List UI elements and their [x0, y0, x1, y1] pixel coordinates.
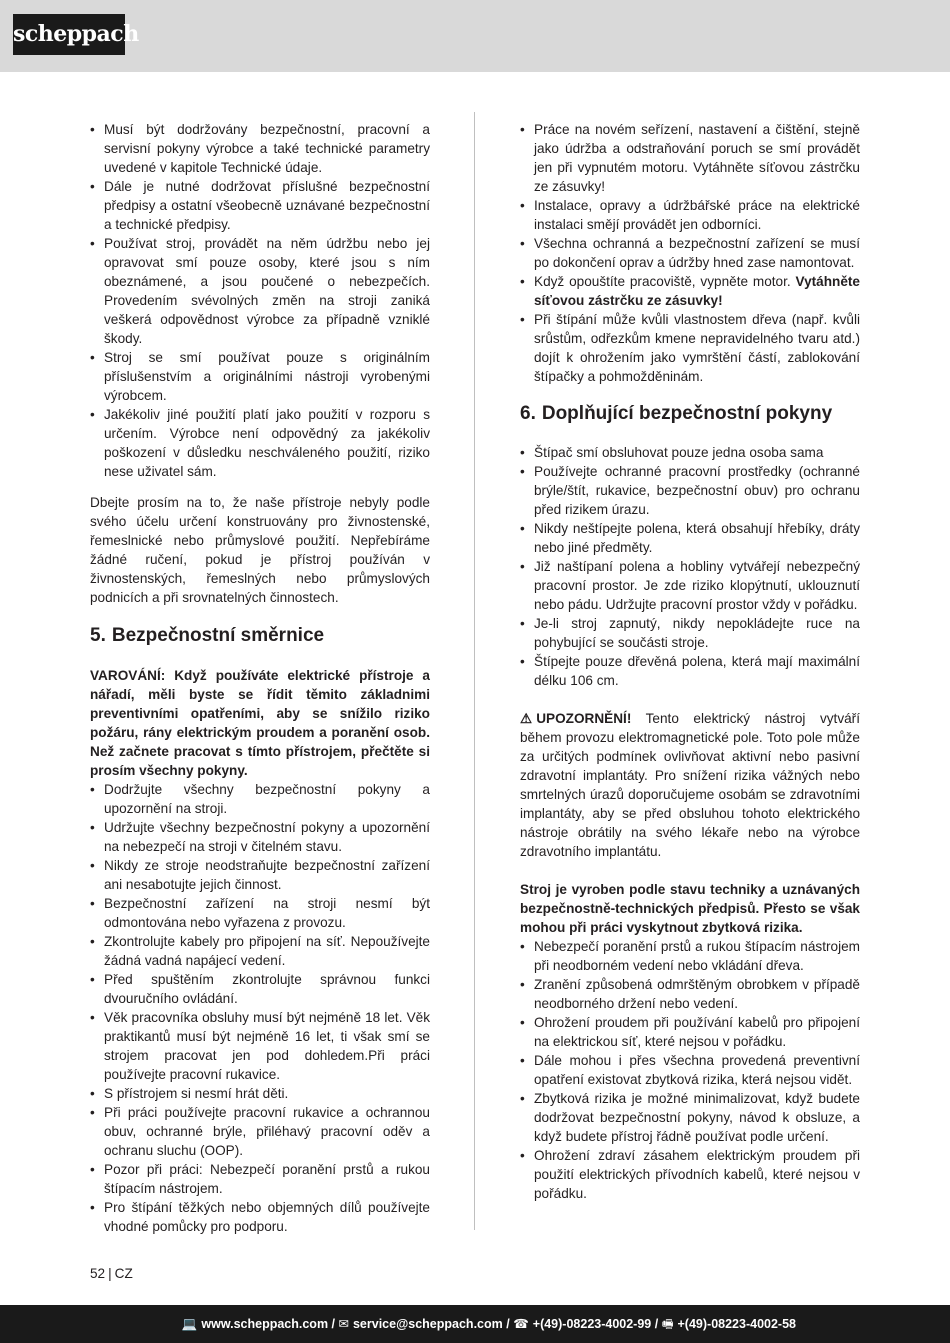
section-title: Doplňující bezpečnostní pokyny: [541, 403, 833, 424]
mail-icon: ✉: [338, 1317, 349, 1331]
list-item: • Jakékoliv jiné použití platí jako použití v rozporu s určením. Výrobce není odpovědný za jakékoliv poškození v důsledku neschváleného použití, riziko nese uživatel sám.: [90, 405, 430, 481]
section-6-heading: [520, 402, 860, 426]
list-item: • Udržujte všechny bezpečnostní pokyny a upozornění na nebezpečí na stroji v čitelném stavu.: [90, 818, 430, 856]
additional-safety-list: [520, 443, 860, 690]
list-item: • Nikdy ze stroje neodstraňujte bezpečnostní zařízení ani nesabotujte jejich činnost.: [90, 856, 430, 894]
list-item: • Při štípání může kvůli vlastnostem dřeva (např. kvůli srůstům, odřezkům kmene nepravidelného tvaru atd.) dojít k ohrožením jako vymrštění částí, zablokování štípačky a pohmožděninám.: [520, 310, 860, 386]
page-header: [0, 0, 950, 72]
section-number: 6.: [520, 403, 536, 424]
list-item: • Štípač smí obsluhovat pouze jedna osoba sama: [520, 443, 860, 462]
warning-triangle-icon: ⚠: [520, 711, 533, 726]
fax-icon: 🖷: [661, 1317, 674, 1331]
left-column: [90, 120, 430, 1236]
intended-use-list: [90, 120, 430, 481]
unplug-warning: Vytáhněte síťovou zástrčku ze zásuvky!: [534, 274, 860, 308]
list-item: • Zbytková rizika je možné minimalizovat, když budete dodržovat bezpečnostní pokyny, návod k obsluze, a když budete přístroj řádně používat podle určení.: [520, 1089, 860, 1146]
list-item: • Nebezpečí poranění prstů a rukou štípacím nástrojem při neodborném vedení nebo vkládání dřeva.: [520, 937, 860, 975]
list-item: • Dále je nutné dodržovat příslušné bezpečnostní předpisy a ostatní všeobecně uznávané bezpečnostní a technické předpisy.: [90, 177, 430, 234]
list-item: • S přístrojem si nesmí hrát děti.: [90, 1084, 430, 1103]
list-item: • Všechna ochranná a bezpečnostní zařízení se musí po dokončení oprav a údržby hned zase namontovat.: [520, 234, 860, 272]
list-item: • Ohrožení proudem při používání kabelů pro připojení na elektrickou síť, které nejsou v pořádku.: [520, 1013, 860, 1051]
list-item: • Používat stroj, provádět na něm údržbu nebo jej opravovat smí pouze osoby, které jsou s ním obeznámené, a jsou poučené o nebezpečích. Provedením svévolných změn na stroji zaniká veškerá odpovědnost výrobce za případně vzniklé škody.: [90, 234, 430, 348]
page-separator: |: [108, 1266, 112, 1281]
footer-email[interactable]: service@scheppach.com /: [352, 1317, 510, 1331]
list-item: • Věk pracovníka obsluhy musí být nejméně 18 let. Věk praktikantů musí být nejméně 16 let, ti však smí se strojem pracovat jen pod dohledem.Při práci používejte pracovní rukavice.: [90, 1008, 430, 1084]
emf-caution-paragraph: [520, 709, 860, 861]
page-footer: [0, 1305, 950, 1343]
list-item: • Před spuštěním zkontrolujte správnou funkci dvouručního ovládání.: [90, 970, 430, 1008]
footer-fax: +(49)-08223-4002-58: [677, 1317, 796, 1331]
list-item: • Štípejte pouze dřevěná polena, která mají maximální délku 106 cm.: [520, 652, 860, 690]
list-item: • Musí být dodržovány bezpečnostní, pracovní a servisní pokyny výrobce a také technické parametry uvedené v kapitole Technické údaje.: [90, 120, 430, 177]
page-language: CZ: [114, 1266, 133, 1281]
list-item: • Pro štípání těžkých nebo objemných dílů používejte vhodné pomůcky pro podporu.: [90, 1198, 430, 1236]
page-number: [90, 1264, 133, 1283]
list-item: • Dále mohou i přes všechna provedená preventivní opatření existovat zbytková rizika, která nejsou vidět.: [520, 1051, 860, 1089]
list-item: • Bezpečnostní zařízení na stroji nesmí být odmontována nebo vyřazena z provozu.: [90, 894, 430, 932]
list-item: • Stroj se smí používat pouze s originálním příslušenstvím a originálními nástroji vyrobenými výrobcem.: [90, 348, 430, 405]
list-item: • Zranění způsobená odmrštěným obrobkem v případě neodborného držení nebo vedení.: [520, 975, 860, 1013]
footer-website[interactable]: www.scheppach.com /: [201, 1317, 336, 1331]
list-item: • Instalace, opravy a údržbářské práce na elektrické instalaci smějí provádět jen odborníci.: [520, 196, 860, 234]
section-title: Bezpečnostní směrnice: [111, 625, 325, 646]
residual-risk-paragraph: Stroj je vyroben podle stavu techniky a uznávaných bezpečnostně-technických předpisů. Přesto se však mohou při práci vyskytnout zbytková rizika.: [520, 882, 860, 935]
list-item: • Zkontrolujte kabely pro připojení na síť. Nepoužívejte žádná vadná napájecí vedení.: [90, 932, 430, 970]
caution-label: UPOZORNĚNÍ!: [536, 711, 632, 726]
leave-workplace-text: Když opouštíte pracoviště, vypněte motor.: [534, 274, 796, 289]
phone-icon: ☎: [513, 1317, 529, 1331]
list-item: • Při práci používejte pracovní rukavice a ochrannou obuv, ochranné brýle, přiléhavý pracovní oděv a ochranu sluchu (OOP).: [90, 1103, 430, 1160]
list-item: • Je-li stroj zapnutý, nikdy nepokládejte ruce na pohybující se součásti stroje.: [520, 614, 860, 652]
section-5-heading: [90, 624, 430, 648]
column-divider: [474, 112, 475, 1230]
list-item: • Ohrožení zdraví zásahem elektrickým proudem při použití elektrických přívodních kabelů, které nejsou v pořádku.: [520, 1146, 860, 1203]
list-item: • Pozor při práci: Nebezpečí poranění prstů a rukou štípacím nástrojem.: [90, 1160, 430, 1198]
computer-icon: 💻: [181, 1317, 198, 1331]
warning-paragraph: VAROVÁNÍ: Když používáte elektrické přístroje a nářadí, měli byste se řídit těmito základnimi preventivními opatřeními, aby se snížilo riziko požáru, rány elektrickým proudem a poranění osob. Než začnete pracovat s tímto přístrojem, přečtěte si prosím všechny pokyny.: [90, 668, 430, 778]
list-item: [520, 272, 860, 310]
commercial-use-paragraph: Dbejte prosím na to, že naše přístroje nebyly podle svého účelu určení konstruovány pro živnostenské, řemeslnické nebo průmyslové použití. Nepřebíráme žádné ručení, pokud je přístroj používán v živnostenských, řemeslných nebo průmyslových podnicích a při srovnatelných činnostech.: [90, 495, 430, 605]
list-item: • Dodržujte všechny bezpečnostní pokyny a upozornění na stroji.: [90, 780, 430, 818]
safety-rules-list: [90, 780, 430, 1236]
scheppach-logo: scheppach: [13, 14, 125, 55]
list-item: • Práce na novém seřízení, nastavení a čištění, stejně jako údržba a odstraňování poruch se smí provádět jen při vypnutém motoru. Vytáhněte síťovou zástrčku ze zásuvky!: [520, 120, 860, 196]
list-item: • Používejte ochranné pracovní prostředky (ochranné brýle/štít, rukavice, bezpečnostní obuv) pro ochranu před rizikem úrazu.: [520, 462, 860, 519]
maintenance-list: [520, 120, 860, 386]
footer-phone: +(49)-08223-4002-99 /: [532, 1317, 659, 1331]
list-item: • Již naštípaní polena a hobliny vytvářejí nebezpečný pracovní prostor. Je zde riziko klopýtnutí, uklouznutí nebo pádu. Udržujte pracovní prostor vždy v pořádku.: [520, 557, 860, 614]
residual-risk-list: [520, 937, 860, 1203]
caution-text: Tento elektrický nástroj vytváří během provozu elektromagnetické pole. Toto pole může za určitých podmínek ovlivňovat aktivní nebo pasivní zdravotní implantáty. Pro snížení rizika vážných nebo smrtelných úrazů doporučujeme osobám se zdravotními implantáty, aby se před obsluhou tohoto elektrického nástroje obrátily na svého lékaře nebo na výrobce zdravotního implantátu.: [520, 711, 860, 859]
list-item: • Nikdy neštípejte polena, která obsahují hřebíky, dráty nebo jiné předměty.: [520, 519, 860, 557]
section-number: 5.: [90, 625, 106, 646]
right-column: [520, 120, 860, 1203]
page-number-value: 52: [90, 1266, 106, 1281]
